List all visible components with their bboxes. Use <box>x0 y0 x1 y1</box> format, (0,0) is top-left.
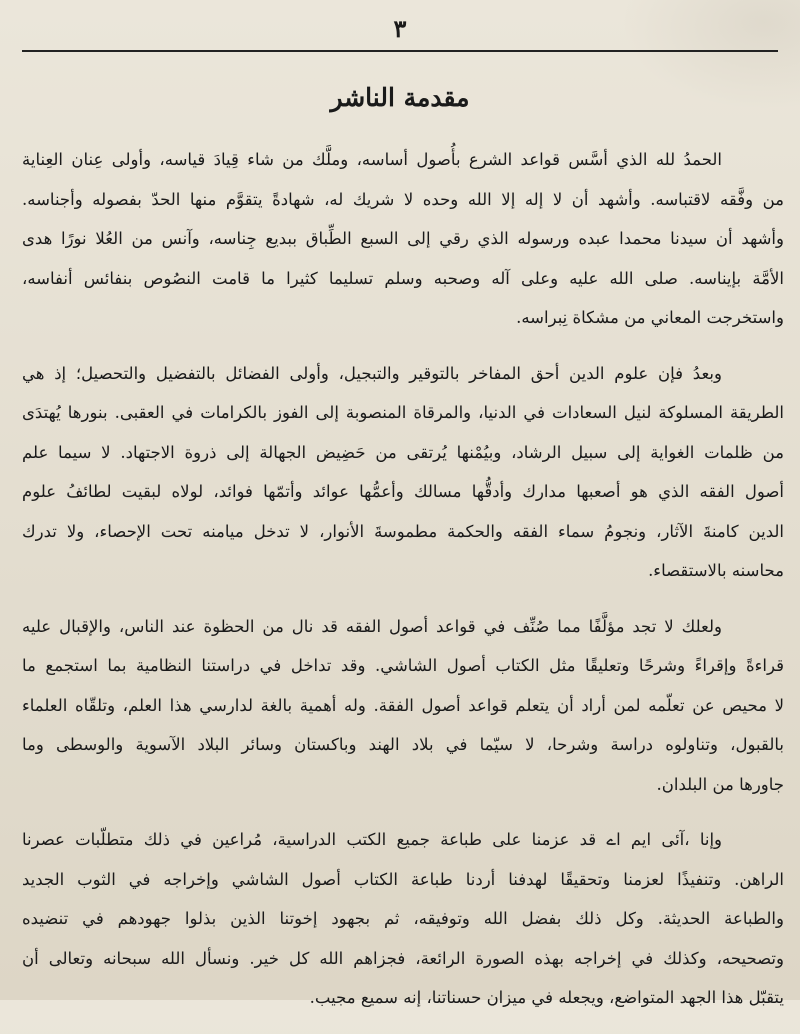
text-line: الدين كامنةَ الآثار، ونجومُ سماء الفقه والحكمة مطموسةَ الأنوار، لا تدخل ميامنه تحت الإحصاء، ولا تدرك <box>22 521 784 541</box>
page-number: ٣ <box>393 14 407 43</box>
paragraph <box>22 354 784 591</box>
text-line: من وفَّقه لاقتباسه. وأشهد أن لا إله إلا الله وحده لا شريك له، شهادةً يتقوَّم منها الحدّ بفصوله وأجناسه. <box>22 189 784 209</box>
text-line: لا محيص عن تعلّمه لمن أراد أن يتعلم قواعد أصول الفقة. وله أهمية بالغة لدارسي هذا العلم، وتلقّاه العلماء <box>22 695 784 715</box>
text-line: وتصحيحه، وكذلك في إخراجه بهذه الصورة الرائعة، فجزاهم الله كل خير. ونسأل الله سبحانه وتعالى أن <box>22 948 784 968</box>
text-line: من ظلمات الغواية إلى سبيل الرشاد، وبيُمْنها يُرتقى من حَضِيض الجهالة إلى ذروة الاجتهاد. لا سيما علم <box>22 442 784 462</box>
text-line: محاسنه بالاستقصاء. <box>648 561 784 580</box>
text-line: أصول الفقه الذي هو أصعبها مدارك وأدقُّها مسالك وأعمُّها عوائد وأتمّها فوائد، لولاه لبقيت لطائفُ علوم <box>22 482 784 501</box>
header-rule <box>22 50 778 52</box>
text-line: بالقبول، وتناولوه دراسة وشرحا، لا سيّما في بلاد الهند وباكستان وسائر البلاد الآسوية والوسطى وما <box>22 735 784 754</box>
text-line: الأمَّة بإيناسه. صلى الله عليه وعلى آله وصحبه وسلم تسليما كثيرا ما قامت النصُوص بنفائس أنفاسه، <box>22 268 784 288</box>
text-line: واستخرجت المعاني من مشكاة نِبراسه. <box>516 308 784 327</box>
text-line: وبعدُ فإن علوم الدين أحق المفاخر بالتوقير والتبجيل، وأولى الفضائل بالتفضيل والتحصيل؛ إذ هي <box>22 363 722 383</box>
paragraph <box>22 820 784 1018</box>
text-line: وأشهد أن سيدنا محمدا عبده ورسوله الذي رقي إلى السبع الطِّباق ببديع جِناسه، وآنس من العُلا نورًا هدى <box>22 229 784 248</box>
text-line: والطباعة الحديثة. وكل ذلك بفضل الله وتوفيقه، ثم بجهود إخوتنا الذين بذلوا جهودهم في تنضيده <box>22 909 784 928</box>
text-line: جاورها من البلدان. <box>656 774 784 794</box>
text-line: وإنا ،آئى ايم اے قد عزمنا على طباعة جميع الكتب الدراسية، مُراعين في ذلك متطلّبات عصرنا <box>22 830 722 849</box>
text-line: يتقبّل هذا الجهد المتواضع، ويجعله في ميزان حسناتنا، إنه سميع مجيب. <box>309 988 784 1007</box>
text-line: الحمدُ لله الذي أسَّس قواعد الشرع بأُصول أساسه، وملَّك من شاء قِيادَ قياسه، وأولى عِنان العِناية <box>22 150 722 169</box>
paragraph <box>22 607 784 805</box>
text-line: الراهن. وتنفيذًا لعزمنا وتحقيقًا لهدفنا أردنا طباعة الكتاب أصول الشاشي وإخراجه في الثوب الجديد <box>22 869 784 889</box>
text-line: ولعلك لا تجد مؤلَّفًا مما صُنِّف في قواعد أصول الفقه قد نال من الحظوة عند الناس، والإقبال عليه <box>22 616 722 636</box>
page-title: مقدمة الناشر <box>330 83 470 112</box>
text-line: الطريقة المسلوكة لنيل السعادات في الدنيا، والمرقاة المنصوبة إلى الفوز بالكرامات في العقبى. بنورها يُهتدَى <box>22 403 784 422</box>
page-body <box>22 140 784 1034</box>
text-line: قراءةً وإقراءً وشرحًا وتعليقًا مثل الكتاب أصول الشاشي. وقد تداخل في دراستنا النظامية بما استجمع ما <box>22 656 784 675</box>
paragraph <box>22 140 784 338</box>
